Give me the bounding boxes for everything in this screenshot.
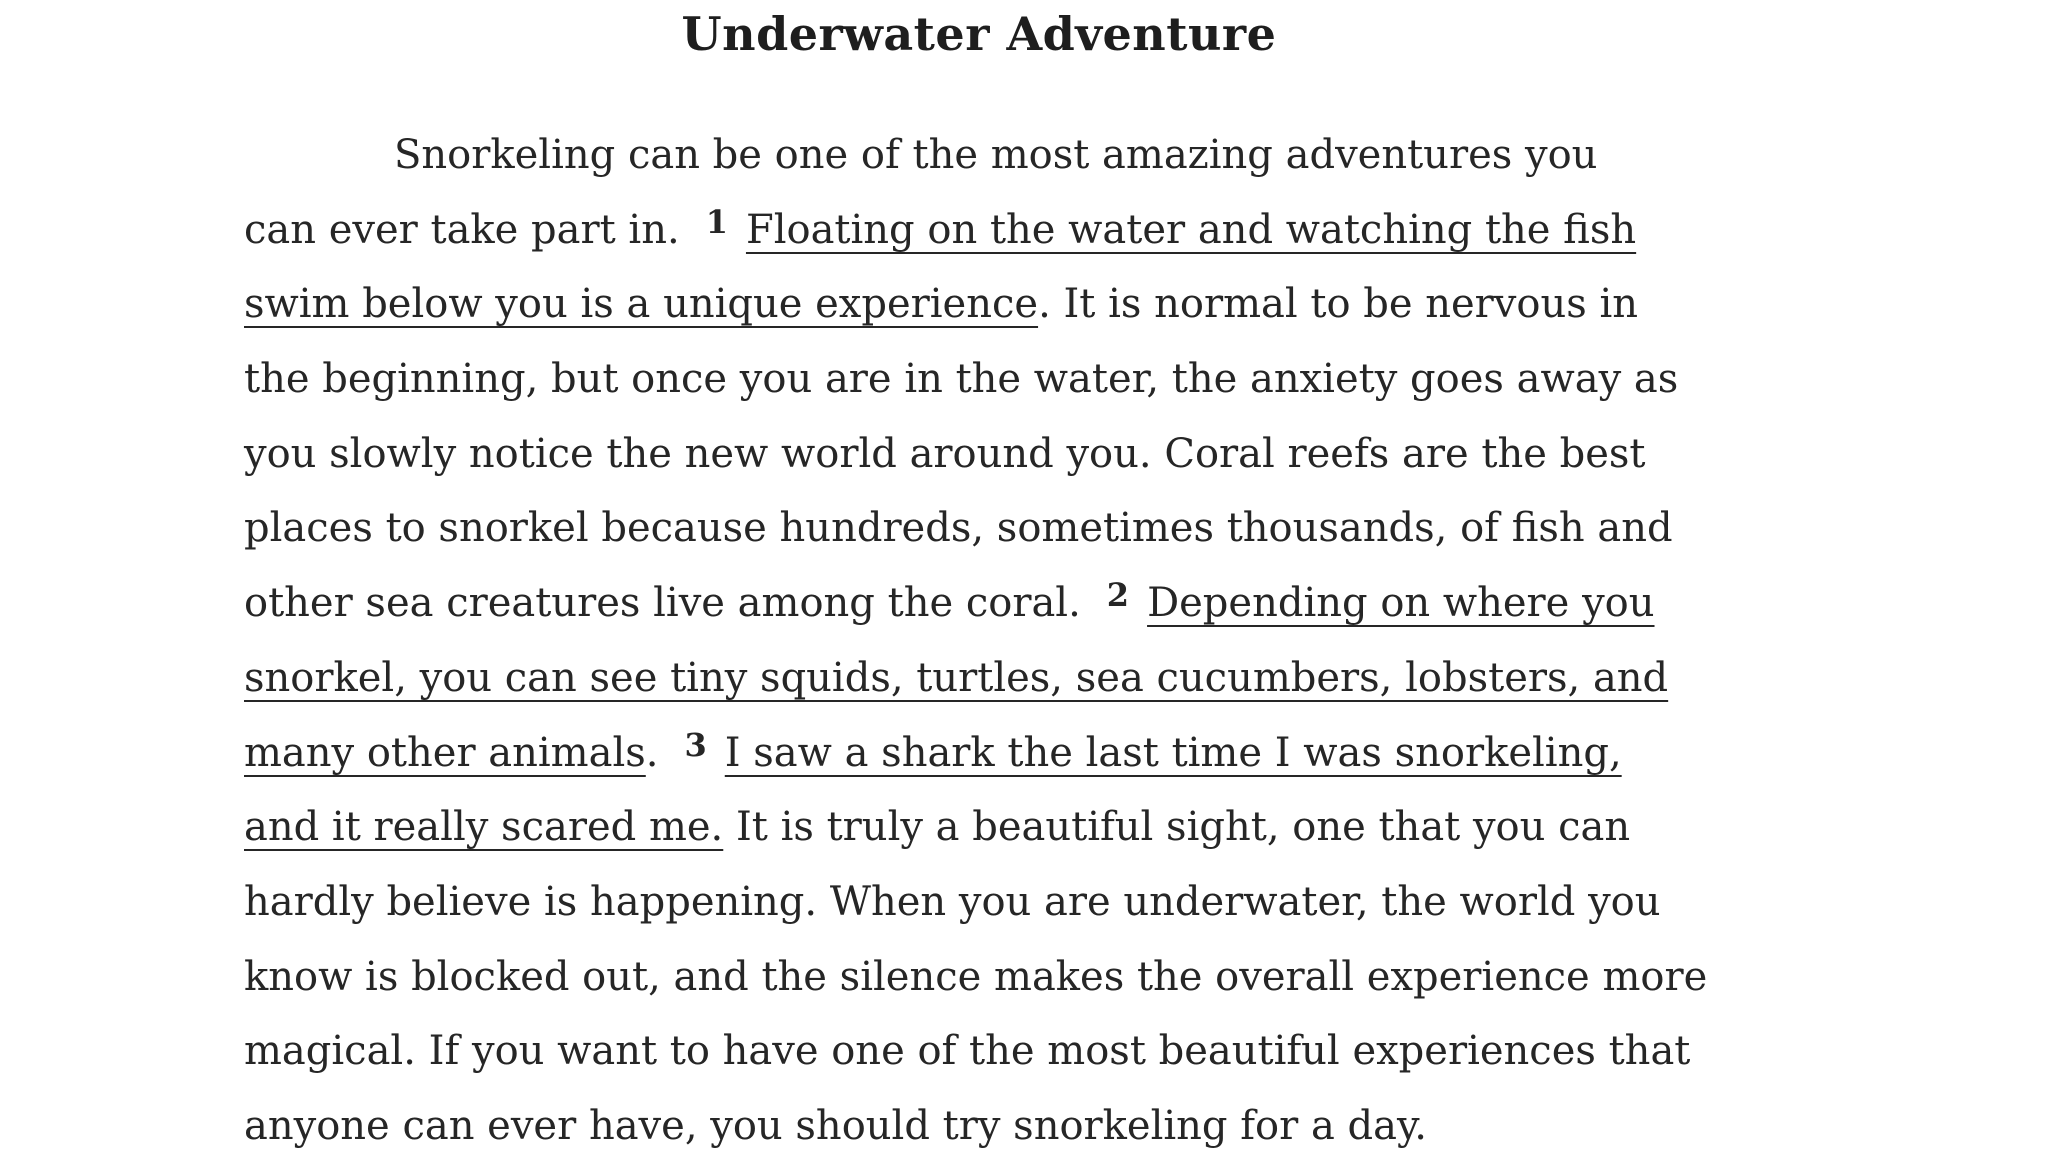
passage-line — [244, 267, 1804, 342]
underlined-sentence-1: Floating on the water and watching the fish — [745, 206, 1637, 253]
passage-line — [244, 1014, 1804, 1089]
passage-text: other sea creatures live among the coral. — [244, 580, 1081, 627]
passage-title: Underwater Adventure — [681, 7, 1277, 61]
passage-text: know is blocked out, and the silence makes the overall experience more — [244, 953, 1708, 1000]
passage-text: the beginning, but once you are in the water, the anxiety goes away as — [244, 356, 1679, 403]
passage-text: . It is normal to be nervous in — [1038, 281, 1639, 328]
passage-line — [244, 641, 1804, 716]
underlined-sentence-1: swim below you is a unique experience — [244, 281, 1039, 328]
underlined-sentence-3: I saw a shark the last time I was snorkeling, — [724, 729, 1622, 776]
passage-text: places to snorkel because hundreds, sometimes thousands, of fish and — [244, 505, 1673, 552]
passage-text: Snorkeling can be one of the most amazing adventures you — [394, 132, 1598, 178]
underlined-sentence-2: many other animals — [244, 729, 646, 776]
passage-line — [244, 118, 1804, 193]
underlined-sentence-2: snorkel, you can see tiny squids, turtles, sea cucumbers, lobsters, and — [244, 654, 1669, 701]
passage-text: can ever take part in. — [244, 206, 680, 253]
passage-line — [244, 865, 1804, 940]
passage-body — [244, 118, 1804, 1164]
passage-text: you slowly notice the new world around you. Coral reefs are the best — [244, 430, 1646, 477]
passage-line — [244, 491, 1804, 566]
passage-text: magical. If you want to have one of the most beautiful experiences that — [244, 1028, 1691, 1075]
underlined-sentence-3: and it really scared me. — [244, 804, 724, 851]
sentence-marker-2: 2 — [1106, 576, 1130, 615]
sentence-marker-3: 3 — [684, 725, 707, 764]
sentence-marker-1: 1 — [705, 202, 728, 241]
passage-line — [244, 940, 1804, 1015]
passage-line — [244, 1089, 1804, 1164]
passage-text: hardly believe is happening. When you are underwater, the world you — [244, 878, 1661, 925]
passage-line — [244, 193, 1804, 268]
passage-line — [244, 790, 1804, 865]
passage-line — [244, 716, 1804, 791]
passage-text: It is truly a beautiful sight, one that you can — [723, 804, 1631, 851]
passage-line — [244, 566, 1804, 641]
passage-line — [244, 417, 1804, 492]
underlined-sentence-2: Depending on where you — [1147, 580, 1655, 627]
passage-line — [244, 342, 1804, 417]
passage-text: . — [645, 729, 659, 776]
passage-text: anyone can ever have, you should try snorkeling for a day. — [244, 1102, 1427, 1149]
